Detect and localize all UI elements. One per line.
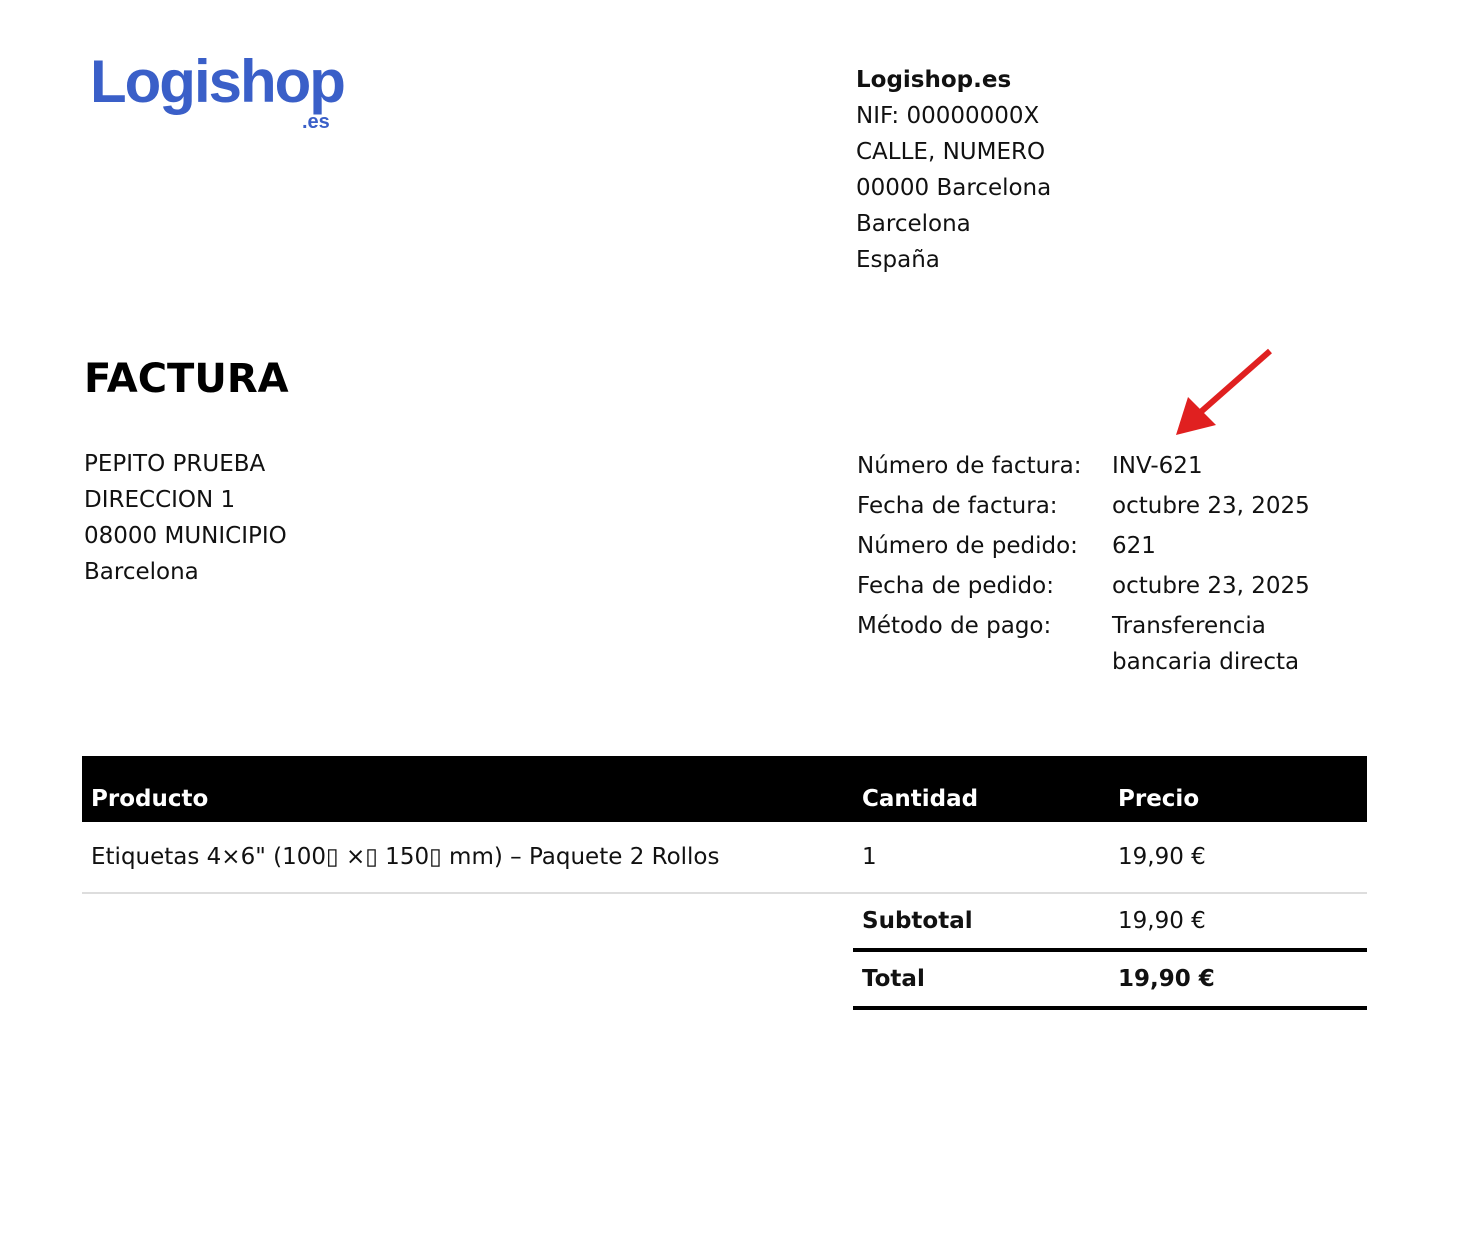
company-line: NIF: 00000000X: [856, 103, 1040, 129]
subtotal-row: [82, 893, 1367, 950]
header-product: Producto: [82, 756, 853, 822]
logo-text: Logishop: [90, 48, 344, 115]
company-info: [856, 62, 1051, 278]
customer-address: [84, 446, 287, 590]
meta-label: Fecha de pedido:: [857, 573, 1054, 599]
customer-line: PEPITO PRUEBA: [84, 451, 266, 477]
subtotal-value: 19,90 €: [1109, 893, 1367, 950]
invoice-meta: [857, 446, 1322, 680]
customer-line: Barcelona: [84, 559, 199, 585]
customer-line: DIRECCION 1: [84, 487, 236, 513]
order-date: octubre 23, 2025: [1112, 573, 1310, 599]
subtotal-label: Subtotal: [853, 893, 1109, 950]
table-row: [82, 822, 1367, 893]
meta-label: Número de pedido:: [857, 533, 1078, 559]
customer-line: 08000 MUNICIPIO: [84, 523, 287, 549]
invoice-date: octubre 23, 2025: [1112, 493, 1310, 519]
order-number: 621: [1112, 533, 1156, 559]
logo-tld: .es: [302, 111, 330, 133]
meta-label: Número de factura:: [857, 453, 1082, 479]
total-row: [82, 950, 1367, 1008]
header-quantity: Cantidad: [853, 756, 1109, 822]
item-price: 19,90 €: [1109, 822, 1367, 893]
item-quantity: 1: [853, 822, 1109, 893]
item-product: Etiquetas 4×6" (100▯ ×▯ 150▯ mm) – Paquete 2 Rollos: [82, 822, 853, 893]
invoice-number: INV-621: [1112, 453, 1203, 479]
total-label: Total: [853, 950, 1109, 1008]
red-arrow-icon: [1170, 345, 1280, 440]
company-line: CALLE, NUMERO: [856, 139, 1046, 165]
document-title: FACTURA: [84, 356, 289, 402]
total-value: 19,90 €: [1109, 950, 1367, 1008]
payment-method: Transferencia bancaria directa: [1112, 613, 1300, 675]
meta-label: Fecha de factura:: [857, 493, 1058, 519]
items-table: [82, 756, 1367, 1010]
company-line: España: [856, 247, 940, 273]
header-price: Precio: [1109, 756, 1367, 822]
table-header: [82, 756, 1367, 822]
company-name: Logishop.es: [856, 67, 1012, 93]
company-line: Barcelona: [856, 211, 971, 237]
logo: [90, 48, 344, 133]
company-line: 00000 Barcelona: [856, 175, 1052, 201]
meta-label: Método de pago:: [857, 613, 1052, 639]
